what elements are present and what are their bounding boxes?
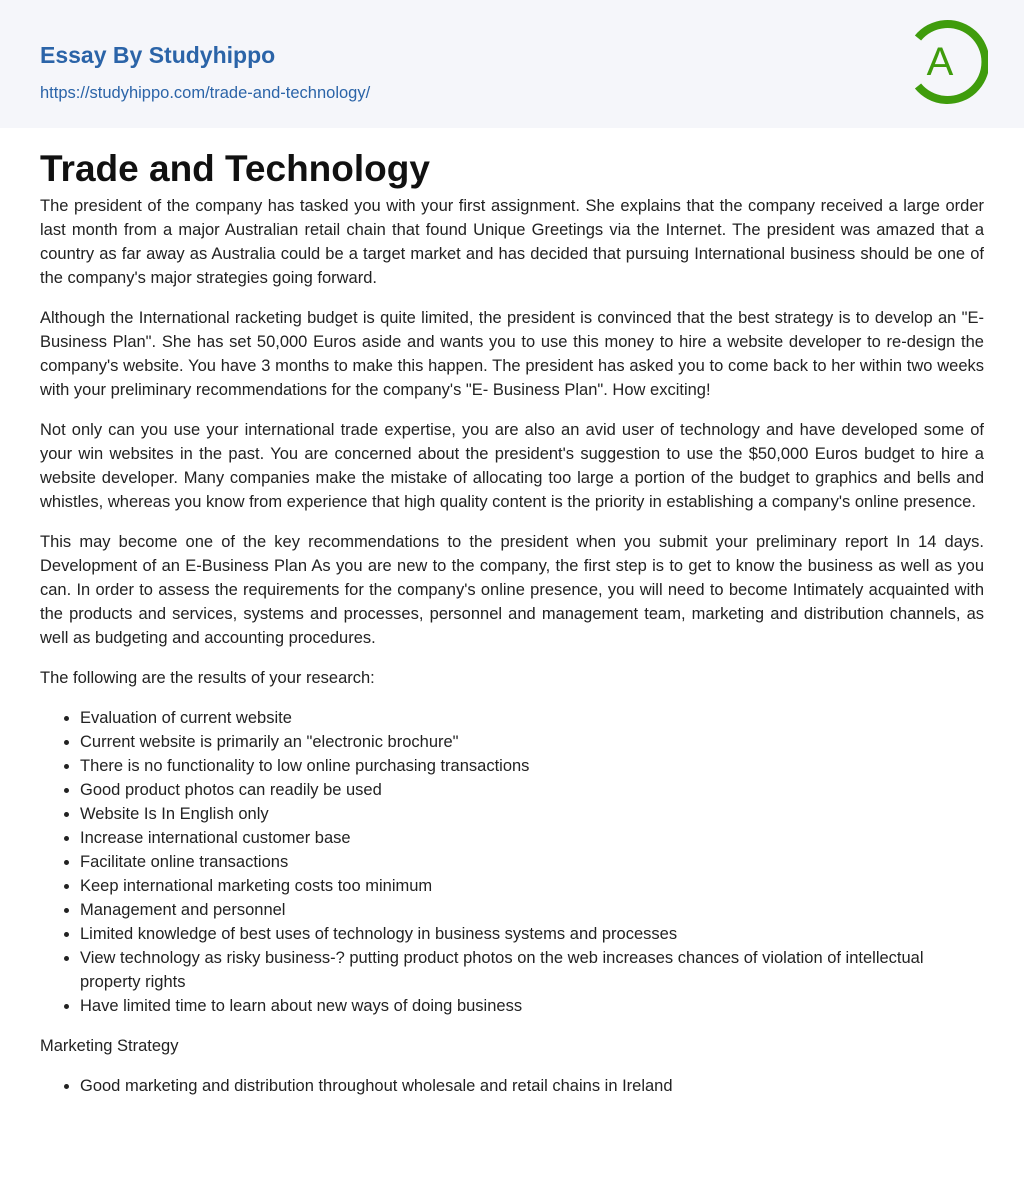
list-item: • Good marketing and distribution throughout wholesale and retail chains in Ireland [80, 1074, 984, 1098]
brand-title: Essay By Studyhippo [40, 42, 276, 68]
research-list [80, 706, 984, 1018]
list-item: • Management and personnel [80, 898, 984, 922]
list-item: • Website Is In English only [80, 802, 984, 826]
paragraph: This may become one of the key recommendations to the president when you submit your preliminary report In 14 days. Development of an E-Business Plan As you are new to the company, the first step is to get to know the business as well as you can. In order to assess the requirements for the company's online presence, you will need to become Intimately acquainted with the products and services, systems and processes, personnel and management team, marketing and distribution channels, as well as budgeting and accounting procedures. [40, 533, 984, 647]
paragraph: Although the International racketing budget is quite limited, the president is convinced that the best strategy is to develop an "E-Business Plan". She has set 50,000 Euros aside and wants you to use this money to hire a website developer to re-design the company's website. You have 3 months to make this happen. The president has asked you to come back to her within two weeks with your preliminary recommendations for the company's "E- Business Plan". How exciting! [40, 309, 984, 399]
list-item: • Good product photos can readily be used [80, 778, 984, 802]
list-item: • Evaluation of current website [80, 706, 984, 730]
marketing-heading: Marketing Strategy [40, 1037, 179, 1055]
essay-url-link[interactable]: https://studyhippo.com/trade-and-technology/ [40, 84, 371, 102]
page-title: Trade and Technology [40, 148, 430, 189]
list-item: • Facilitate online transactions [80, 850, 984, 874]
list-item: • Have limited time to learn about new ways of doing business [80, 994, 984, 1018]
paragraph: The president of the company has tasked you with your first assignment. She explains that the company received a large order last month from a major Australian retail chain that found Unique Greetings via the Internet. The president was amazed that a country as far away as Australia could be a target market and has decided that pursuing International business should be one of the company's major strategies going forward. [40, 197, 984, 287]
list-item: • Limited knowledge of best uses of technology in business systems and processes [80, 922, 984, 946]
list-item: • Increase international customer base [80, 826, 984, 850]
essay-body [40, 194, 984, 1114]
svg-text:A: A [926, 40, 954, 84]
marketing-list [80, 1074, 984, 1098]
list-item: • Keep international marketing costs too minimum [80, 874, 984, 898]
list-item: • There is no functionality to low online purchasing transactions [80, 754, 984, 778]
paragraph: The following are the results of your research: [40, 669, 375, 687]
list-item: • Current website is primarily an "electronic brochure" [80, 730, 984, 754]
studyhippo-logo-icon [900, 18, 988, 106]
paragraph: Not only can you use your international trade expertise, you are also an avid user of technology and have developed some of your win websites in the past. You are concerned about the president's suggestion to use the $50,000 Euros budget to hire a website developer. Many companies make the mistake of allocating too large a portion of the budget to graphics and bells and whistles, whereas you know from experience that high quality content is the priority in establishing a company's online presence. [40, 421, 984, 511]
site-header [0, 0, 1024, 128]
list-item: • View technology as risky business-? putting product photos on the web increases chances of violation of intellectual property rights [80, 946, 984, 994]
